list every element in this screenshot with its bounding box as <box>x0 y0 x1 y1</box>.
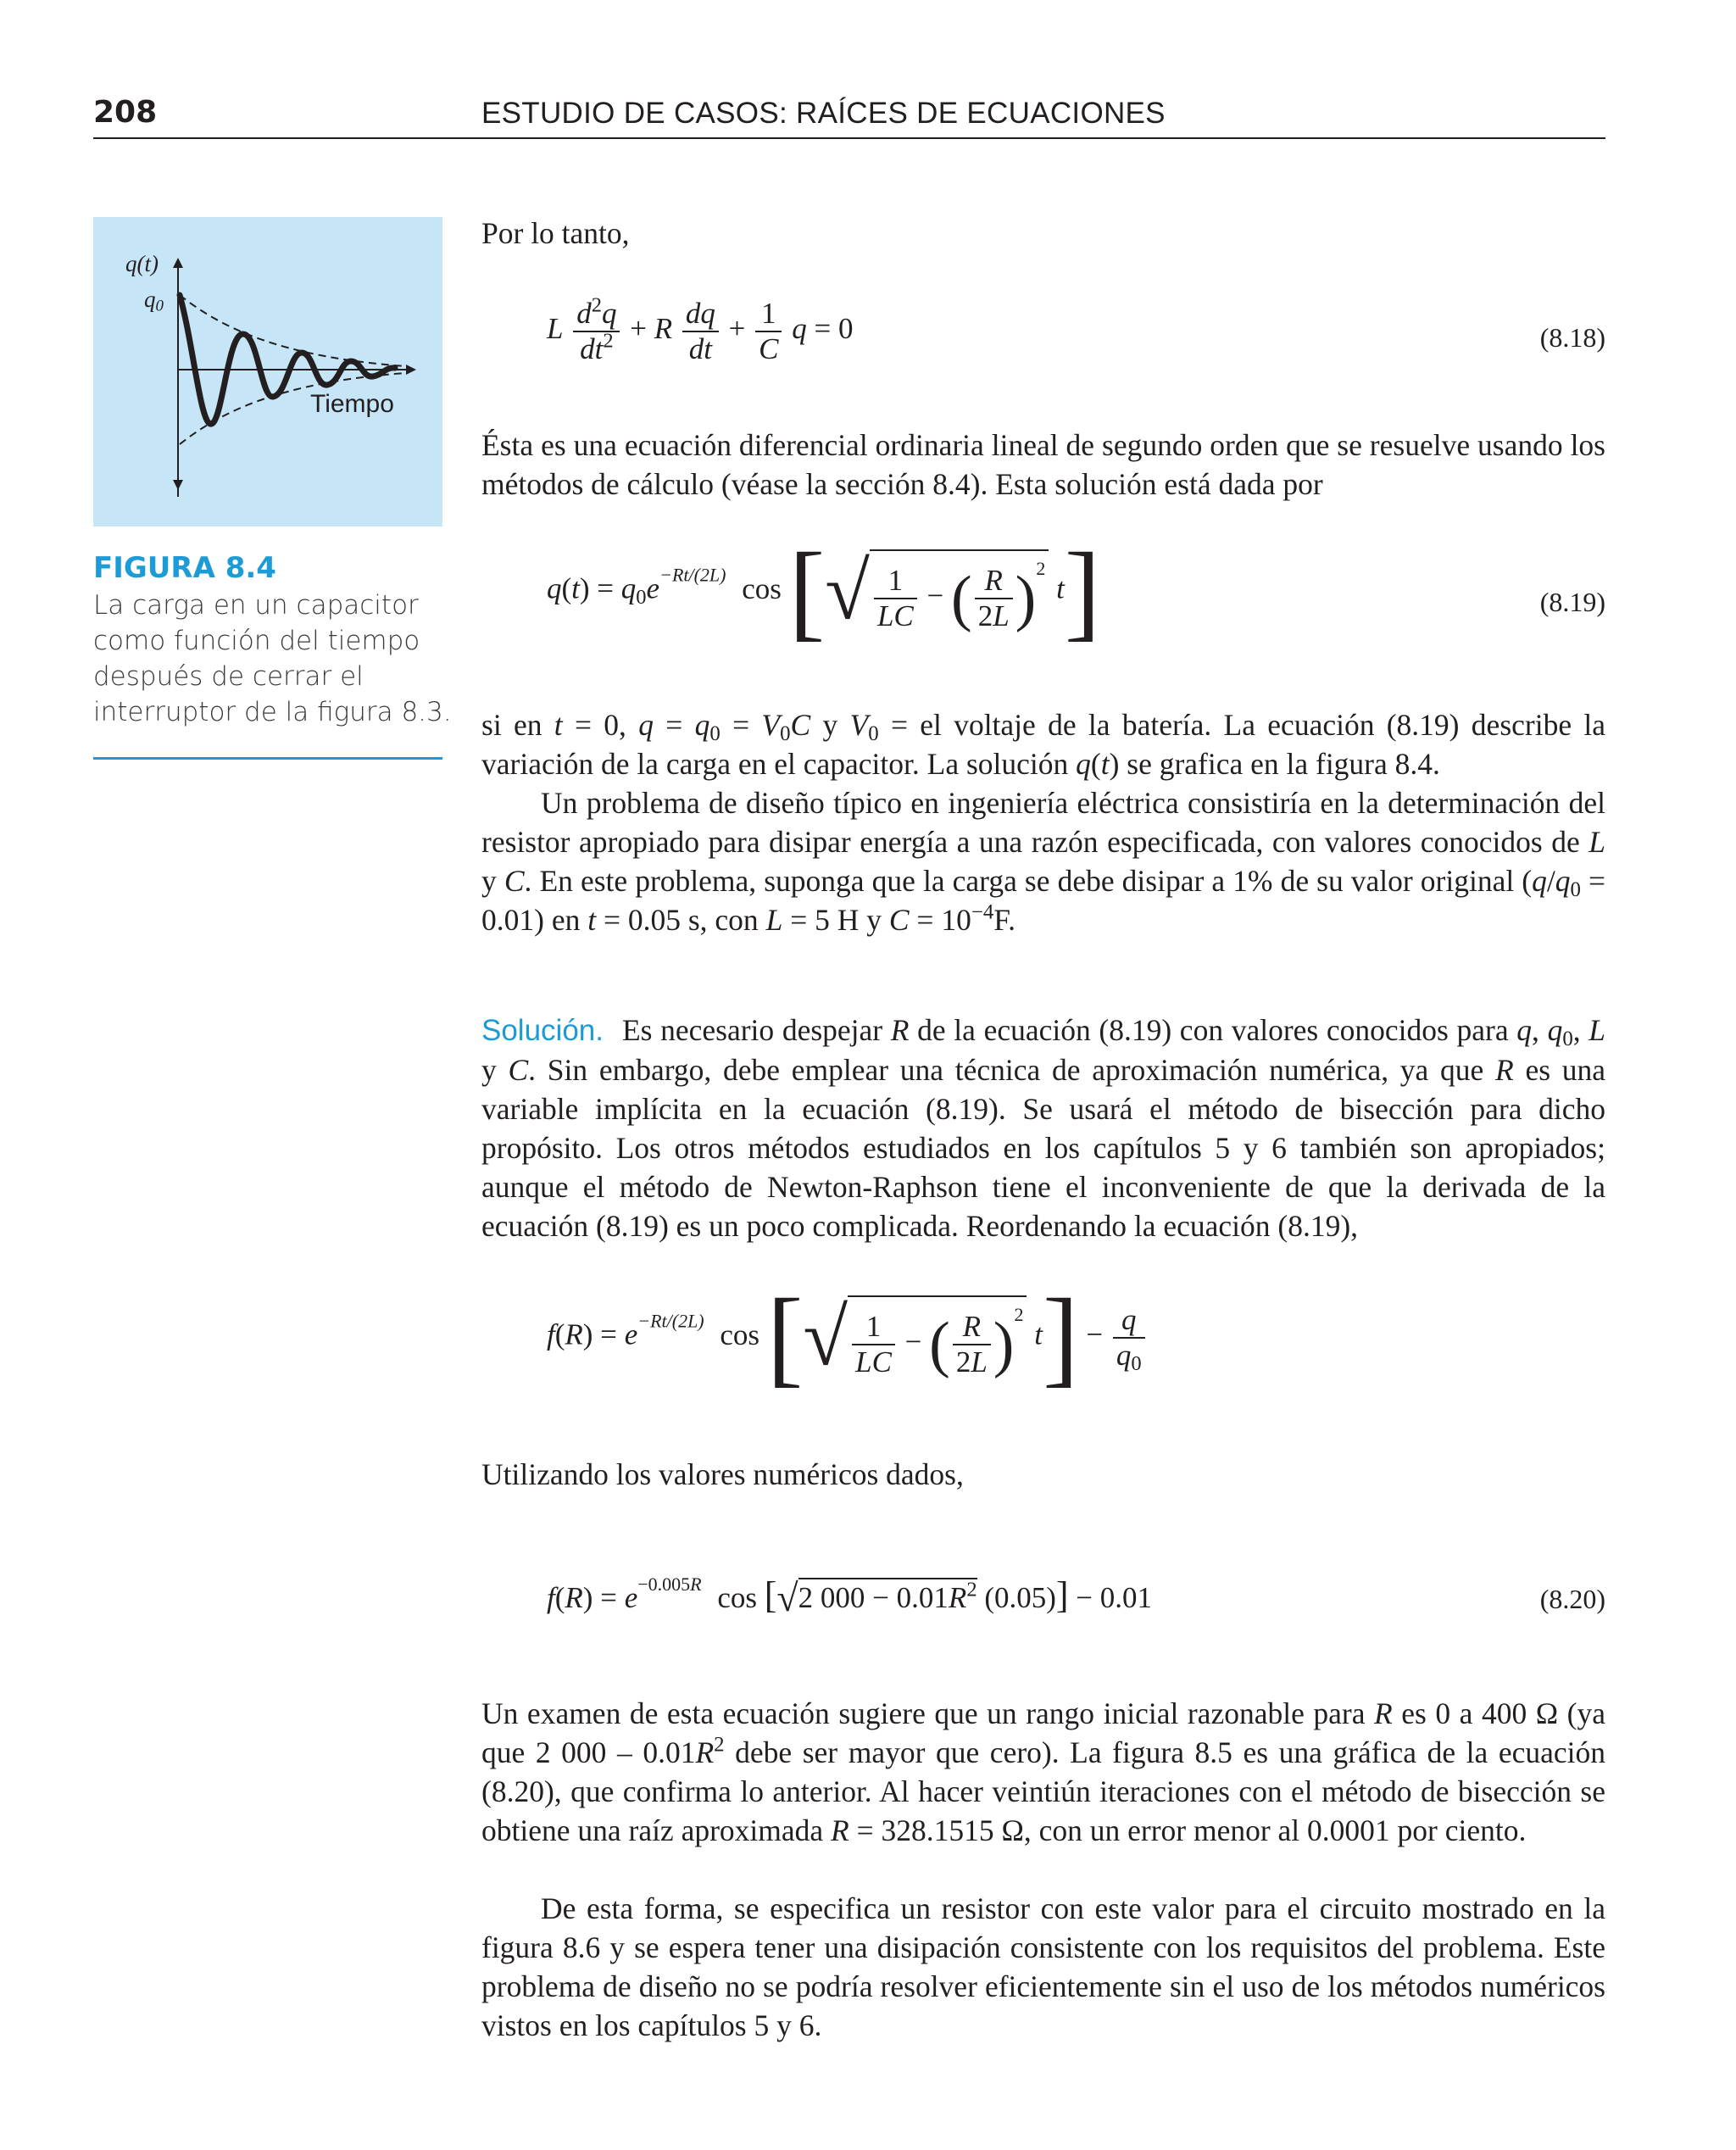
paragraph-6: Un examen de esta ecuación sugiere que un rango inicial razonable para R es 0 a 400 Ω (ya que 2 $000 - 0.01R^2$ debe ser mayor que cero). La figura 8.5 es una gráfica de la ecuación (8.20), que confirma lo anterior. Al hacer veintiún iteraciones con el método de bisección se obtiene una raíz aproximada R = 328.1515 Ω, con un error menor al 0.0001 por ciento. <box>481 1696 1605 1847</box>
paragraph-1: Ésta es una ecuación diferencial ordinaria lineal de segundo orden que se resuelve usando los métodos de cálculo (véase la sección 8.4). Esta solución está dada por <box>481 428 1605 501</box>
equation-8-18: L $\frac{d^2q}{dt^2}$ + R $\frac{dq}{dt}$ + $\frac{1}{C}$ q = 0 <box>547 293 854 365</box>
paragraph-4: Solución. Es necesario despejar R de la ecuación (8.19) con valores conocidos para q, $q_0$, L y C. Sin embargo, debe emplear una técnica de aproximación numérica, ya que R es una variable implícita en la ecuación (8.19). Se usará el método de bisección para dicho propósito. Los otros métodos estudiados en los capítulos 5 y 6 también son apropiados; aunque el método de Newton-Raphson tiene el inconveniente de que la derivada de la ecuación (8.19) es un poco complicada. Reordenando la ecuación (8.19), <box>481 1013 1606 1243</box>
equation-f-of-r: $f(R) = e^{-Rt/(2L)}$ cos [√ $\frac{1}{LC}$ − ( $\frac{R}{2L}$ )$^2$ t] − $\frac{q}{q_0}$ <box>547 1289 1148 1386</box>
header-rule <box>93 137 1605 139</box>
y-axis-label: q(t) <box>125 251 159 276</box>
figure-8-4-plot <box>93 217 442 526</box>
paragraph-5: Utilizando los valores numéricos dados, <box>481 1457 964 1491</box>
figure-caption <box>93 588 452 730</box>
paragraph-7: De esta forma, se especifica un resistor con este valor para el circuito mostrado en la figura 8.6 y se espera tener una disipación consistente con los requisitos del problema. Este problema de diseño no se podría resolver eficientemente sin el uso de los métodos numéricos vistos en los capítulos 5 y 6. <box>481 1891 1605 2042</box>
equation-number-8-18: (8.18) <box>1539 322 1605 353</box>
paragraph-2: si en t = 0, $q = q_0 = V_0C$ y $V_0$ = el voltaje de la batería. La ecuación (8.19) describe la variación de la carga en el capacitor. La solución q(t) se grafica en la figura 8.4. <box>481 708 1605 781</box>
solution-label: Solución. <box>481 1014 604 1047</box>
caption-line: después de cerrar el <box>93 661 364 692</box>
equation-8-20: $f(R) = e^{-0.005R}$ cos [√2 $000 - 0.01R^2$ (0.05)] − 0.01 <box>547 1574 1153 1619</box>
equation-number-8-20: (8.20) <box>1539 1584 1605 1614</box>
caption-rule <box>93 757 442 760</box>
paragraph-3: Un problema de diseño típico en ingeniería eléctrica consistiría en la determinación del resistor apropiado para disipar energía a una razón especificada, con valores conocidos de L y C. En este problema, suponga que la carga se debe disipar a 1% de su valor original $(q/q_0 = 0.01)$ en t = 0.05 s, con L = 5 H y $C = 10^{-4}F$. <box>481 786 1605 937</box>
y-axis-start-label: $q_0$ <box>144 287 164 315</box>
caption-line: interruptor de la figura 8.3. <box>93 697 452 727</box>
running-title: ESTUDIO DE CASOS: RAÍCES DE ECUACIONES <box>481 97 1166 130</box>
equation-8-19: $q(t) = q_0e^{-Rt/(2L)}$ cos [√ $\frac{1}{LC}$ − ( $\frac{R}{2L}$ )$^2$ t] <box>547 531 1101 651</box>
x-axis-label: Tiempo <box>310 390 394 418</box>
caption-line: como función del tiempo <box>93 626 420 656</box>
caption-line: La carga en un capacitor <box>93 590 419 621</box>
intro-text: Por lo tanto, <box>481 216 630 250</box>
figure-label: FIGURA 8.4 <box>93 551 276 585</box>
upper-envelope <box>180 295 405 366</box>
equation-number-8-19: (8.19) <box>1539 587 1605 617</box>
page-number: 208 <box>93 95 158 130</box>
